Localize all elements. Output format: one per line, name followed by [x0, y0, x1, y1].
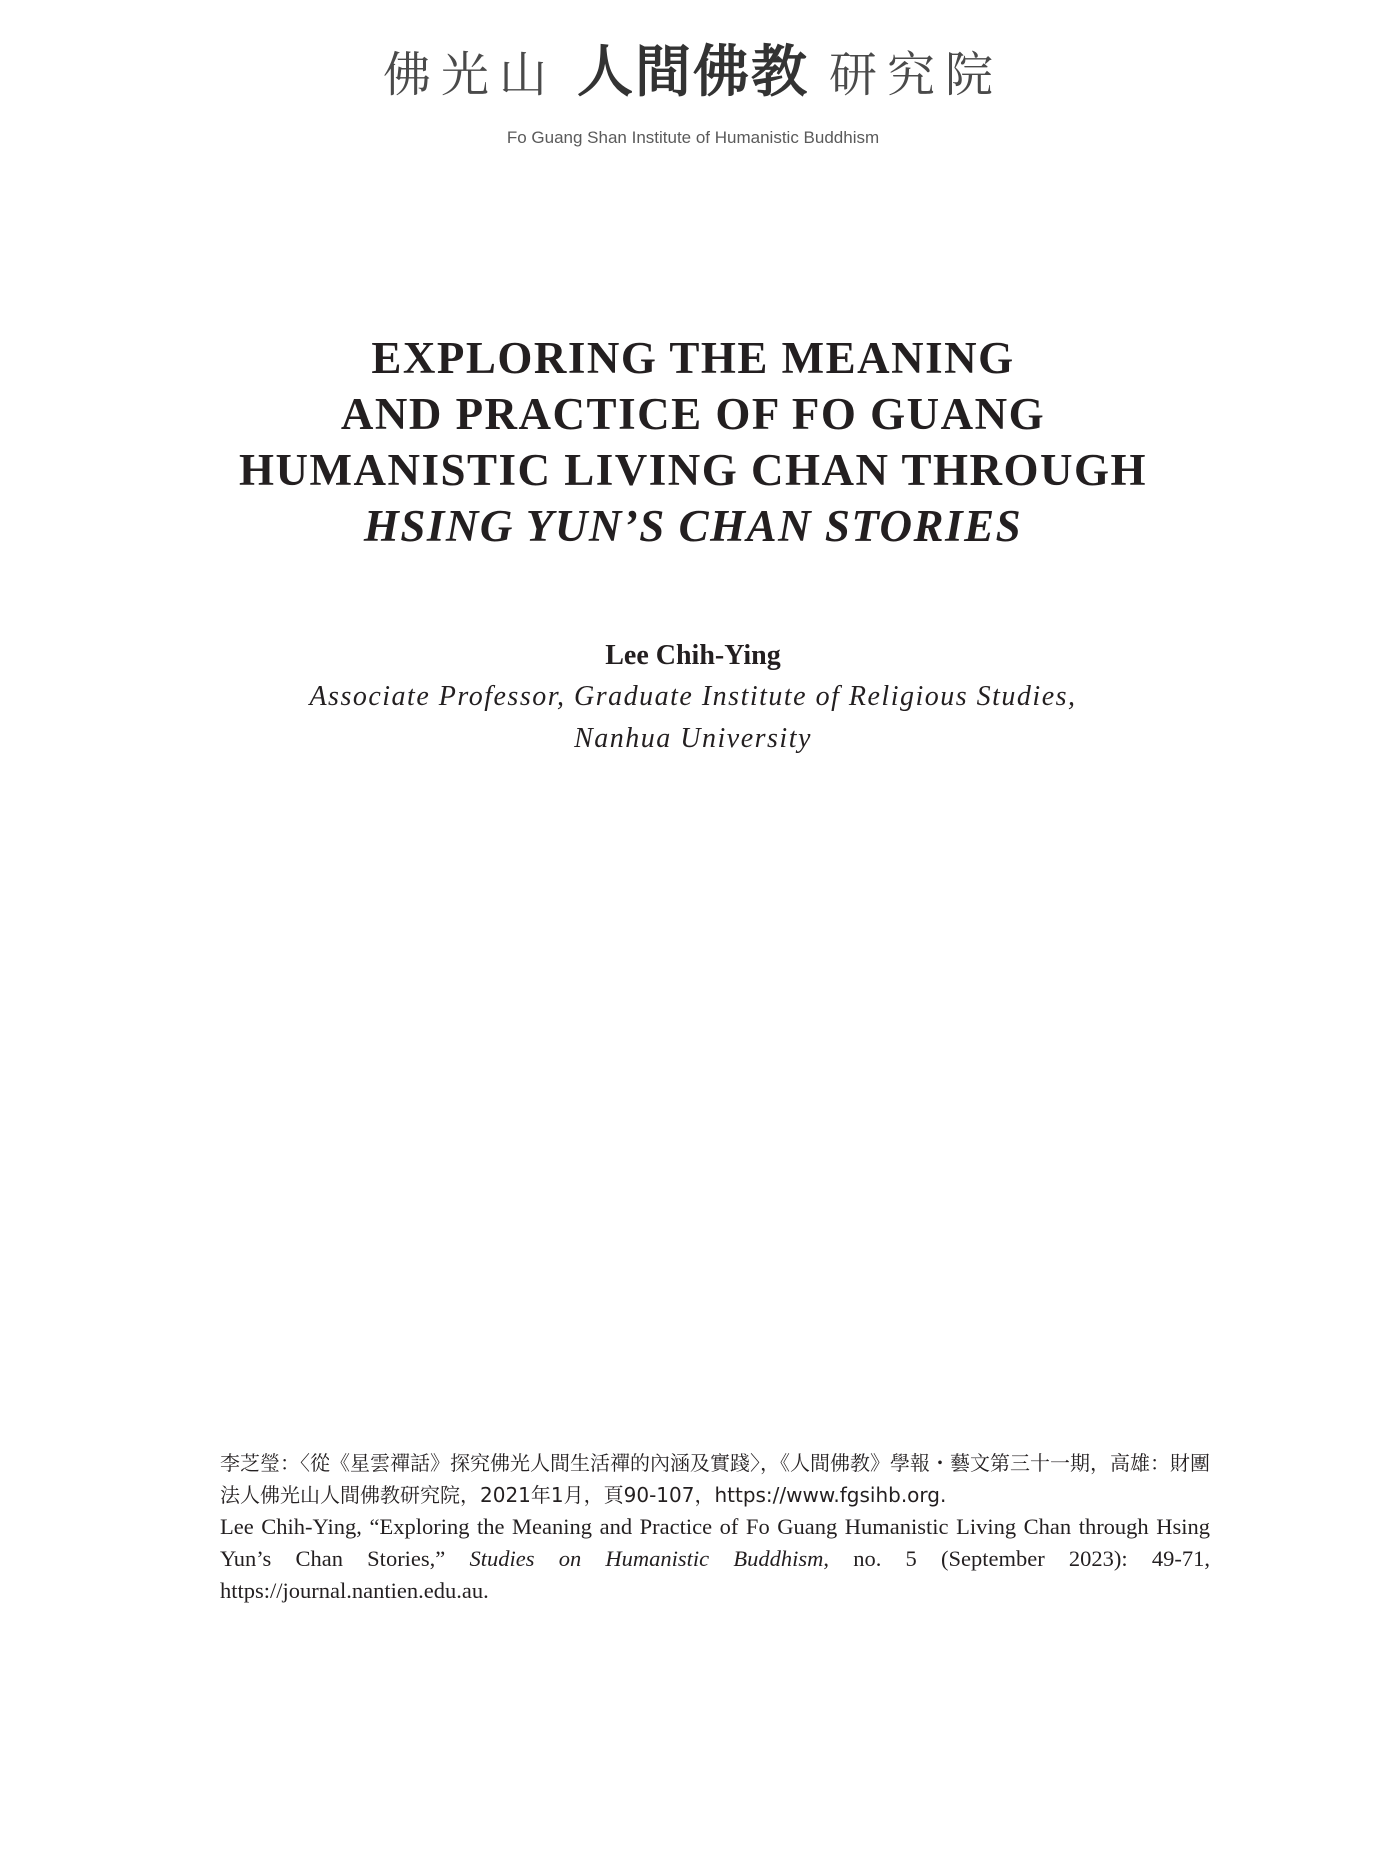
citation-footer [220, 1447, 1210, 1607]
title-line-3: HUMANISTIC LIVING CHAN THROUGH [238, 445, 1148, 495]
title-line-2: AND PRACTICE OF FO GUANG [340, 389, 1046, 439]
article-title [0, 330, 1386, 554]
author-affiliation-1: Associate Professor, Graduate Institute of Religious Studies, [309, 681, 1077, 712]
author-name: Lee Chih-Ying [605, 640, 781, 671]
logo-cn-institute: 研究院 [829, 47, 1004, 103]
english-citation [220, 1511, 1210, 1607]
logo-english: Fo Guang Shan Institute of Humanistic Buddhism [506, 128, 880, 147]
institute-logo [0, 40, 1386, 149]
title-line-4: HSING YUN’S CHAN STORIES [363, 501, 1023, 551]
english-citation-pre: Lee Chih-Ying, “Exploring the Meaning and Practice of Fo Guang Humanistic Living Chan through Hsing Yun’s Chan Stories,” [220, 1514, 1210, 1571]
logo-chinese [0, 40, 1386, 107]
title-line-1: EXPLORING THE MEANING [371, 333, 1015, 383]
chinese-citation: 李芝瑩：〈從《星雲禪話》探究佛光人間生活禪的內涵及實踐〉，《人間佛教》學報・藝文第三十一期，高雄：財團法人佛光山人間佛教研究院，2021年1月，頁90-107，https://www.fgsihb.org. [220, 1451, 1210, 1507]
logo-cn-humanistic-buddhism: 人間佛教 [577, 39, 809, 105]
author-affiliation-2: Nanhua University [574, 723, 812, 754]
author-block [0, 636, 1386, 760]
english-citation-post: , no. 5 (September 2023): 49-71, https://journal.nantien.edu.au. [220, 1546, 1210, 1603]
logo-cn-fo-guang-shan: 佛光山 [382, 47, 557, 103]
journal-name: Studies on Humanistic Buddhism [469, 1546, 824, 1571]
